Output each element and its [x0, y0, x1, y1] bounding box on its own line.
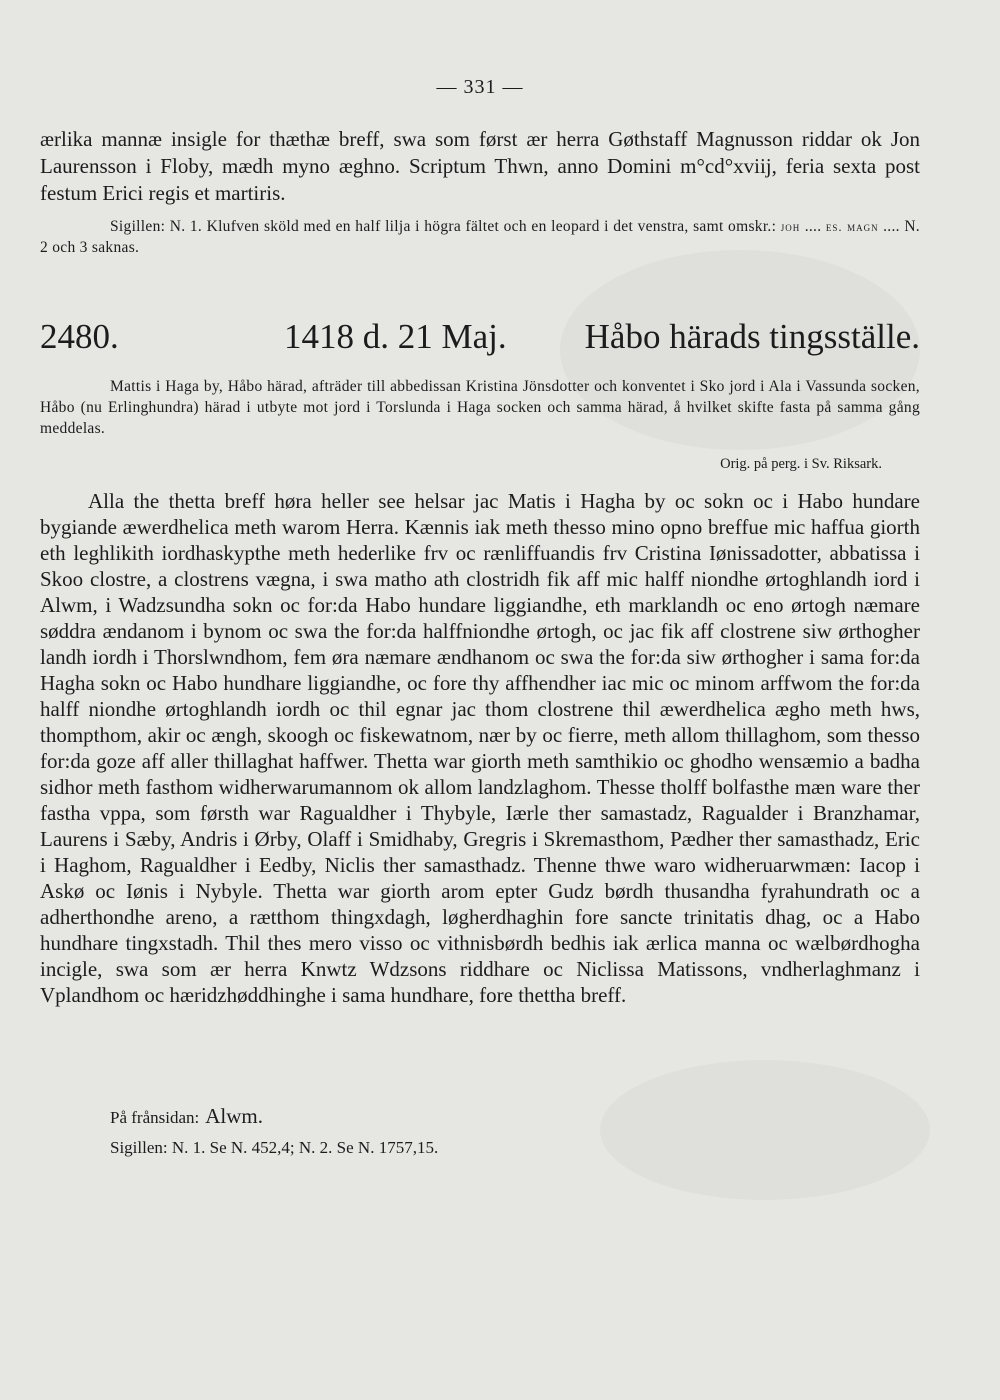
- lead-text: ærlika mannæ insigle for thæthæ breff, swa som først ær herra Gøthstaff Magnusson riddar ok Jon Laurensson i Floby, mædh myno æghno. Scriptum Thwn, anno Domini m°cd°xviij, feria sexta post festum Erici regis et martiris.: [40, 127, 920, 205]
- entry-place: Håbo härads tingsställe.: [584, 317, 920, 356]
- seal-legend-c: magn: [847, 219, 879, 234]
- paper-stain: [600, 1060, 930, 1200]
- source-reference: Orig. på perg. i Sv. Riksark.: [720, 456, 882, 472]
- entry-number: 2480.: [40, 317, 119, 356]
- seal-text-a: Sigillen: N. 1. Klufven sköld med en half lilja i högra fältet och en leopard i det venstra, samt omskr.:: [110, 218, 781, 235]
- seal-legend-a: joh: [780, 219, 801, 234]
- lead-paragraph: [40, 126, 920, 207]
- seal-note-2: Sigillen: N. 1. Se N. 452,4; N. 2. Se N. 1757,15.: [110, 1138, 439, 1157]
- entry-summary: [40, 376, 920, 439]
- page-number: — 331 —: [436, 76, 524, 98]
- seal-legend-b: es.: [825, 219, 843, 234]
- summary-text: Mattis i Haga by, Håbo härad, afträder till abbedissan Kristina Jönsdotter och konventet i Sko jord i Ala i Vassunda socken, Håbo (nu Erlinghundra) härad i utbyte mot jord i Torslunda i Haga socken och samma härad, å hvilket skifte fasta på samma gång meddelas.: [40, 378, 920, 437]
- verso-note: [110, 1104, 263, 1129]
- entry-heading: [40, 312, 920, 362]
- seal-text-d: .... N. 2 och 3 saknas.: [40, 218, 920, 256]
- charter-body: Alla the thetta breff høra heller see helsar jac Matis i Hagha by oc sokn oc i Habo hundare bygiande æwerdhelica meth warom Herra. Kænnis iak meth thesso mino opno breffue mic haffua giorth eth leghlikith iordhaskypthe meth hederlike frv oc rænliffuandis frv Cristina Iønissadotter, abbatissa i Skoo clostre, a clostrens vægna, i swa matho ath clostridh fik aff mic halff niondhe ørtoghlandh iord i Alwm, i Wadzsundha sokn oc for:da Habo hundare liggiandhe, eth marklandh oc eno ørtogh næmare søddra ændanom i bynom oc swa the for:da halffniondhe ørtogh, oc jac fik aff clostrene siw ørthogher landh iordh i Thorslwndhom, fem øra næmare ændhanom oc swa the for:da siw ørthogher i sama for:da Hagha sokn oc Habo hundhare liggiandhe, oc fore thy affhendher iac mic oc minom arffwom the for:da halff niondhe ørtoghlandh iordh oc thil egnar jac thom clostrene thil æwerdhelica ægho meth hws, thompthom, akir oc ængh, skoogh oc fiskewatnom, nær by oc fierre, meth allom thillaghom, som thesso for:da goze aff aller thillaghat haffwer. Thetta war giorth meth samthikio oc ghodho wensæmio a badha sidhor meth fasthom widherwarumannom ok allom landzlaghom. Thesse tholff bolfasthe mæn ware ther fastha vppa, som førsth war Ragualdher i Thybyle, Iærle ther samastadz, Ragualder i Branzhamar, Laurens i Sæby, Andris i Ørby, Olaff i Smidhaby, Gregris i Skremasthom, Pædher ther samasthadz, Eric i Haghom, Ragualdher i Eedby, Niclis ther samasthadz. Thenne thwe waro widheruarwmæn: Iacop i Askø oc Iønis i Nybyle. Thetta war giorth arom epter Gudz børdh thusandha fyrahundrath oc a adherthondhe areno, a rætthom thingxdagh, løgherdhaghin fore sancte trinitatis dhag, oc a Habo hundhare tingxstadh. Thil thes mero visso oc vithnisbørdh bedhis iak ærlica manna oc wælbørdhogha incigle, swa som ær herra Knwtz Wdzsons riddhare oc Niclissa Matissons, vndherlaghmanz i Vplandhom oc hæridzhøddhinghe i sama hundhare, fore thettha breff.: [40, 489, 920, 1007]
- seal-note-1: [40, 216, 920, 258]
- verso-value: Alwm.: [205, 1104, 263, 1128]
- charter-text: [40, 488, 920, 1008]
- entry-date: 1418 d. 21 Maj.: [284, 317, 507, 356]
- seal-text-b: ....: [800, 218, 826, 235]
- seal-note-1-text: [40, 216, 920, 258]
- verso-label: På frånsidan:: [110, 1108, 200, 1127]
